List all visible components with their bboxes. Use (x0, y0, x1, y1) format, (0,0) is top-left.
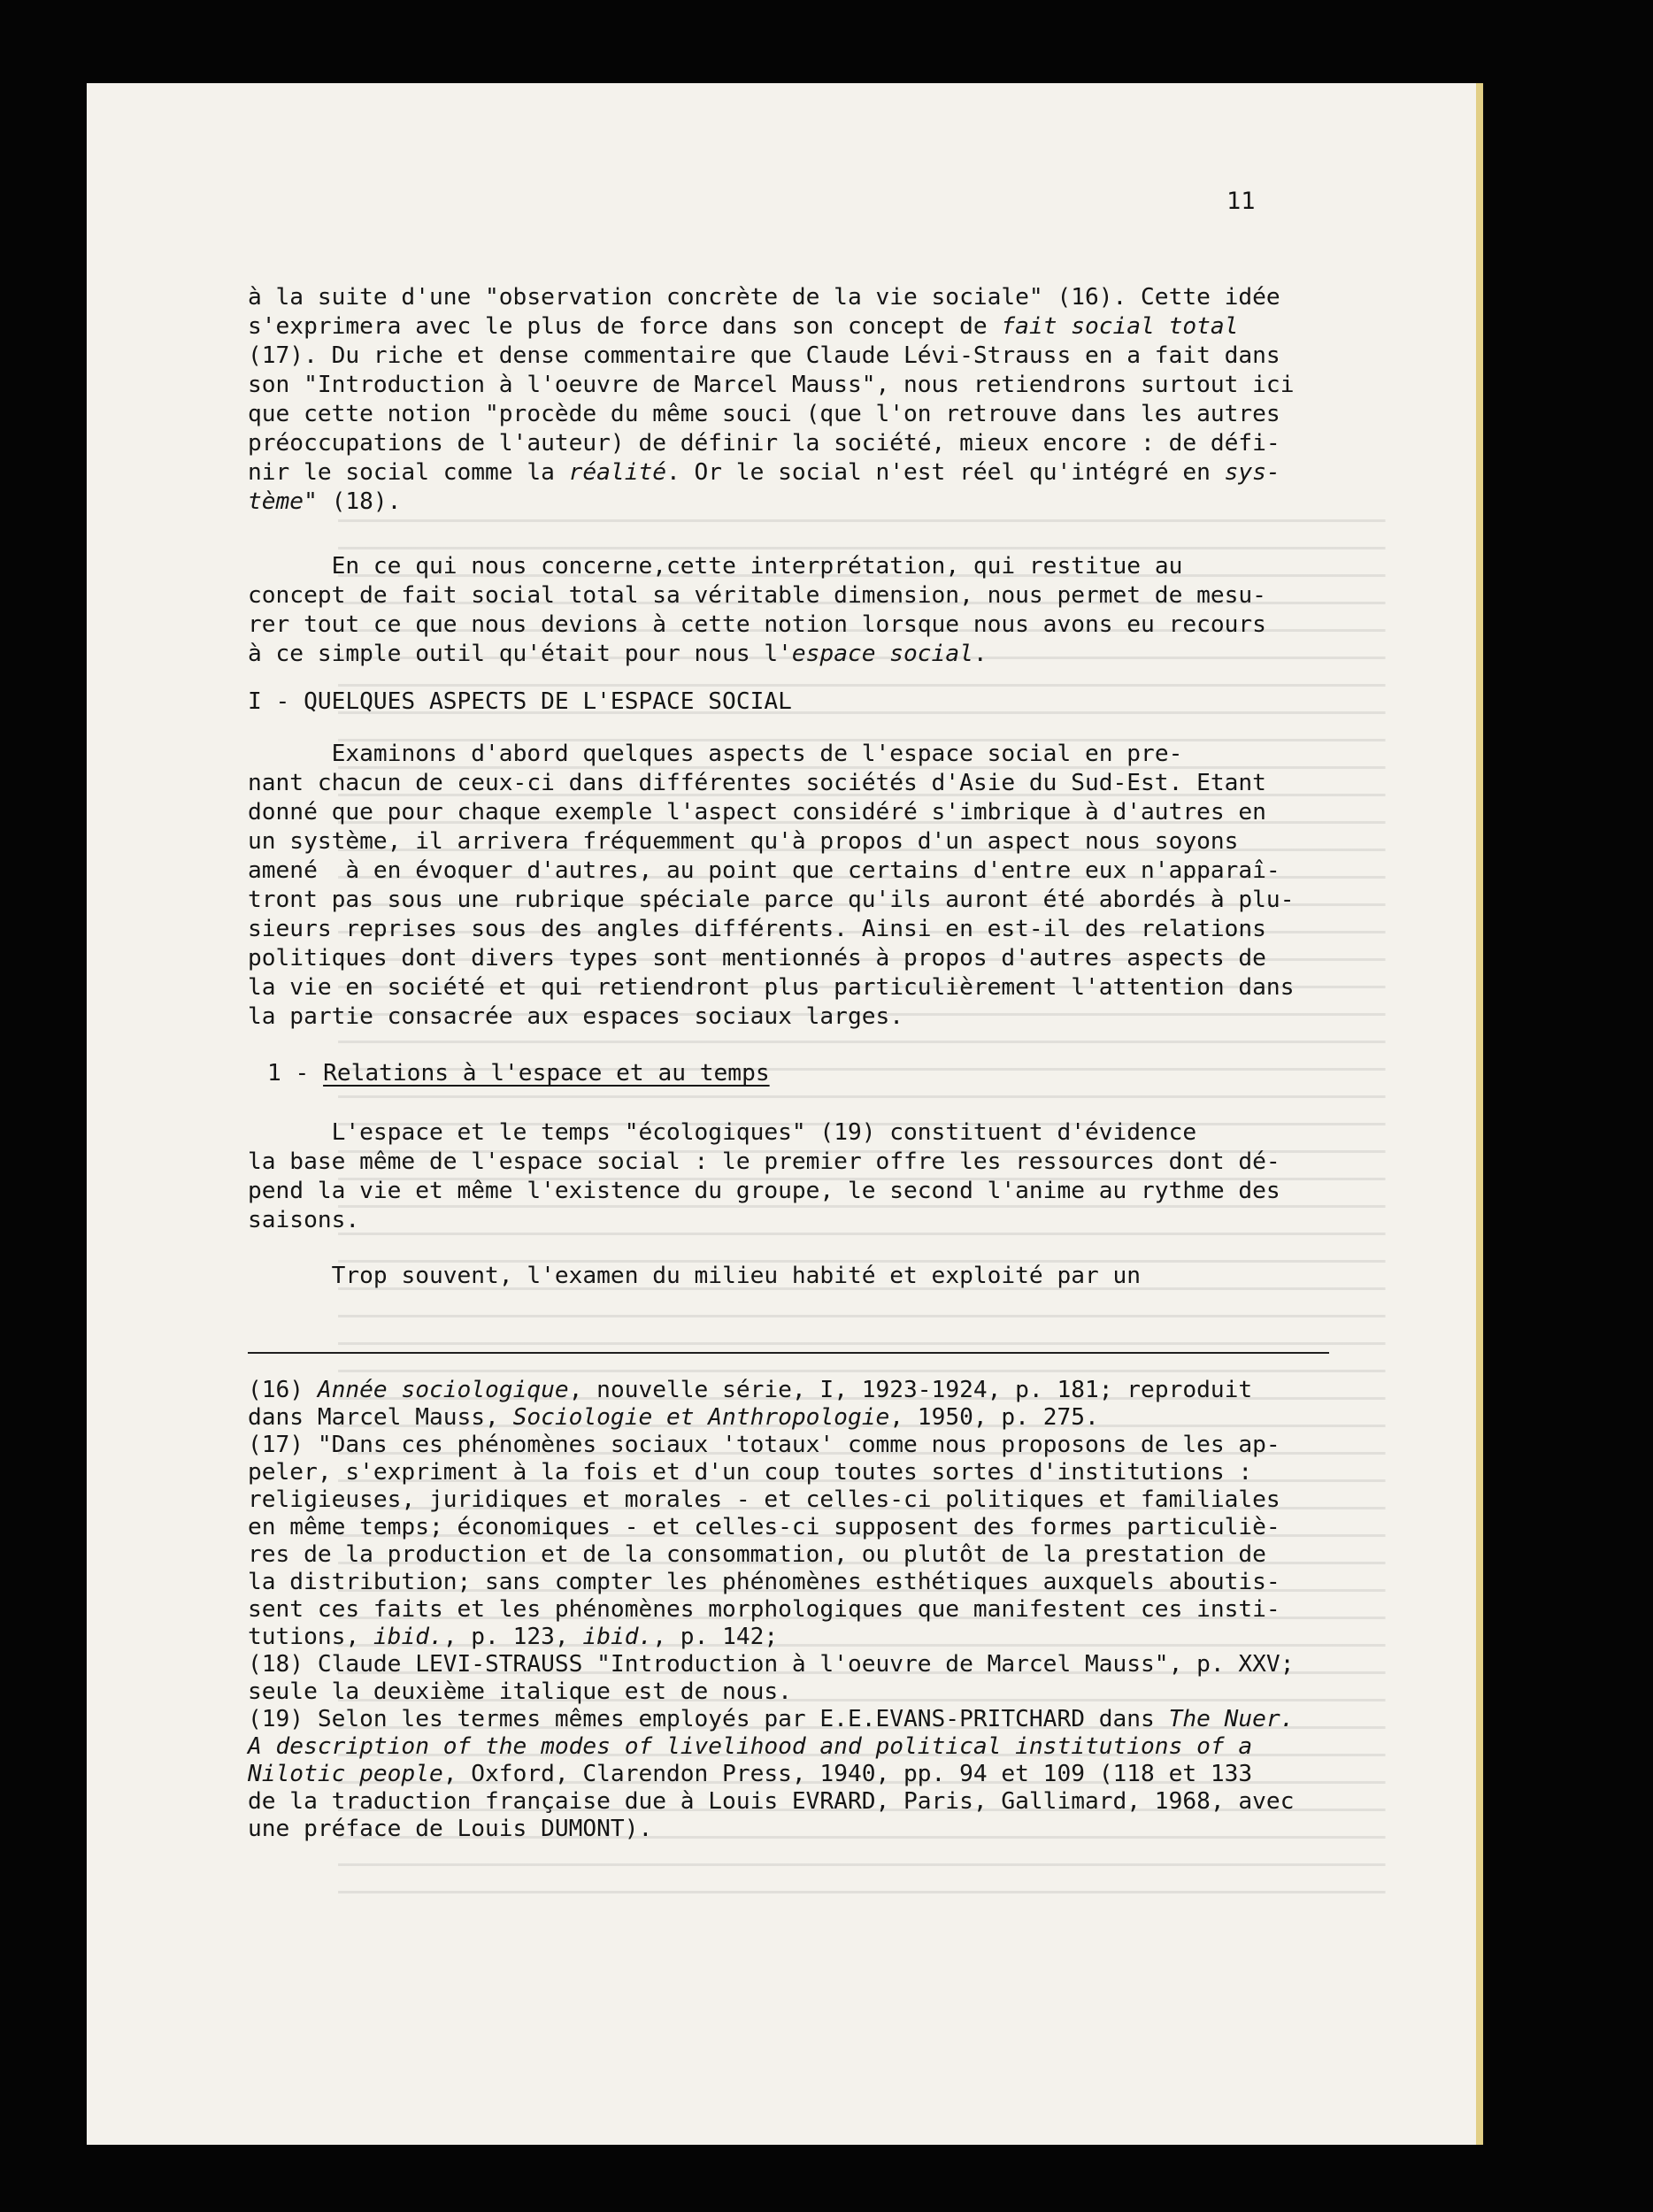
line: pend la vie et même l'existence du groupe, le second l'anime au rythme des (248, 1178, 1280, 1204)
line: la base même de l'espace social : le premier offre les ressources dont dé- (248, 1148, 1280, 1175)
paragraph-4 (248, 1118, 1326, 1235)
footnote-line: Nilotic people, Oxford, Clarendon Press, 1940, pp. 94 et 109 (118 et 133 (248, 1761, 1253, 1787)
page-number: 11 (1226, 188, 1256, 215)
footnote-line: tutions, ibid., p. 123, ibid., p. 142; (248, 1624, 779, 1650)
line: la partie consacrée aux espaces sociaux larges. (248, 1003, 904, 1030)
document-page (87, 83, 1483, 2145)
footnote-line: seule la deuxième italique est de nous. (248, 1678, 792, 1705)
line: s'exprimera avec le plus de force dans son concept de fait social total (248, 313, 1239, 340)
line: son "Introduction à l'oeuvre de Marcel Mauss", nous retiendrons surtout ici (248, 372, 1295, 398)
line: à la suite d'une "observation concrète de la vie sociale" (16). Cette idée (248, 284, 1280, 311)
footnote-line: A description of the modes of livelihood and political institutions of a (248, 1733, 1253, 1760)
paragraph-1 (248, 283, 1326, 517)
line: tème" (18). (248, 488, 402, 515)
line: nant chacun de ceux-ci dans différentes sociétés d'Asie du Sud-Est. Etant (248, 770, 1266, 796)
footnote-18: (18) Claude LEVI-STRAUSS "Introduction à l'oeuvre de Marcel Mauss", p. XXV; (248, 1651, 1295, 1678)
line: saisons. (248, 1207, 360, 1233)
paragraph-2 (248, 552, 1326, 669)
line: à ce simple outil qu'était pour nous l'espace social. (248, 641, 988, 667)
italic-term: réalité (568, 459, 666, 486)
italic-term: sys- (1224, 459, 1280, 486)
footnote-line: res de la production et de la consommation, ou plutôt de la prestation de (248, 1541, 1266, 1568)
footnote-line: de la traduction française due à Louis EVRARD, Paris, Gallimard, 1968, avec (248, 1788, 1295, 1815)
line: préoccupations de l'auteur) de définir la société, mieux encore : de défi- (248, 430, 1280, 457)
line: que cette notion "procède du même souci (que l'on retrouve dans les autres (248, 401, 1280, 427)
footnote-line: religieuses, juridiques et morales - et celles-ci politiques et familiales (248, 1486, 1280, 1513)
footnote-16-cont: dans Marcel Mauss, Sociologie et Anthropologie, 1950, p. 275. (248, 1404, 1099, 1431)
footnote-line: une préface de Louis DUMONT). (248, 1816, 653, 1842)
footnote-line: en même temps; économiques - et celles-ci supposent des formes particuliè- (248, 1514, 1280, 1540)
footnote-rule (248, 1352, 1329, 1354)
italic-term: fait social total (1001, 313, 1239, 340)
line: rer tout ce que nous devions à cette notion lorsque nous avons eu recours (248, 611, 1266, 638)
italic-term: espace social (791, 641, 973, 667)
line: Examinons d'abord quelques aspects de l'espace social en pre- (248, 741, 1183, 767)
italic-term: tème" (248, 488, 318, 515)
line: nir le social comme la réalité. Or le social n'est réel qu'intégré en sys- (248, 459, 1280, 486)
document-content (87, 83, 1483, 2145)
line: un système, il arrivera fréquemment qu'à propos d'un aspect nous soyons (248, 828, 1239, 855)
line: En ce qui nous concerne,cette interprétation, qui restitue au (248, 553, 1183, 580)
line: la vie en société et qui retiendront plus particulièrement l'attention dans (248, 974, 1295, 1001)
line: sieurs reprises sous des angles différents. Ainsi en est-il des relations (248, 916, 1266, 942)
subsection-heading: 1 - Relations à l'espace et au temps (267, 1060, 770, 1087)
paragraph-3 (248, 740, 1326, 1032)
line: (17). Du riche et dense commentaire que Claude Lévi-Strauss en a fait dans (248, 342, 1280, 369)
section-heading: I - QUELQUES ASPECTS DE L'ESPACE SOCIAL (248, 688, 792, 715)
footnote-16: (16) Année sociologique, nouvelle série, I, 1923-1924, p. 181; reproduit (248, 1377, 1253, 1403)
footnote-17: (17) "Dans ces phénomènes sociaux 'totaux' comme nous proposons de les ap- (248, 1432, 1280, 1458)
footnote-19: (19) Selon les termes mêmes employés par E.E.EVANS-PRITCHARD dans The Nuer. (248, 1706, 1295, 1732)
footnote-line: peler, s'expriment à la fois et d'un coup toutes sortes d'institutions : (248, 1459, 1253, 1486)
line: politiques dont divers types sont mentionnés à propos d'autres aspects de (248, 945, 1266, 972)
footnote-line: la distribution; sans compter les phénomènes esthétiques auxquels aboutis- (248, 1569, 1280, 1595)
paragraph-5 (248, 1262, 1326, 1291)
line: concept de fait social total sa véritable dimension, nous permet de mesu- (248, 582, 1266, 609)
footnotes (248, 1377, 1329, 1843)
line: Trop souvent, l'examen du milieu habité et exploité par un (248, 1263, 1142, 1289)
line: amené à en évoquer d'autres, au point que certains d'entre eux n'apparaî- (248, 857, 1280, 884)
line: tront pas sous une rubrique spéciale parce qu'ils auront été abordés à plu- (248, 887, 1295, 913)
line: donné que pour chaque exemple l'aspect considéré s'imbrique à d'autres en (248, 799, 1266, 826)
line: L'espace et le temps "écologiques" (19) constituent d'évidence (248, 1119, 1197, 1146)
footnote-line: sent ces faits et les phénomènes morphologiques que manifestent ces insti- (248, 1596, 1280, 1623)
